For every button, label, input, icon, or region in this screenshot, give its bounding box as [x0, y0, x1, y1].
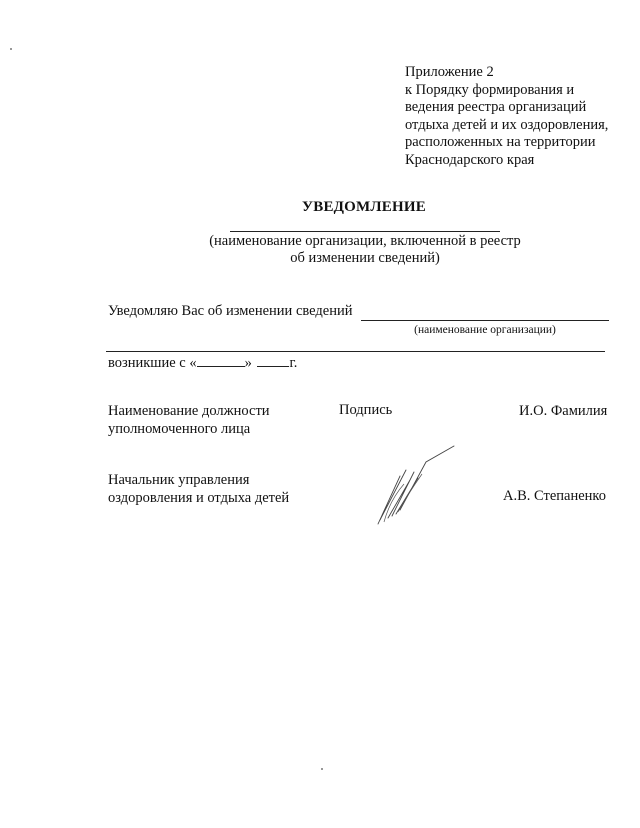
position-label [108, 402, 270, 438]
signer-title [108, 471, 289, 507]
signature-label: Подпись [339, 402, 393, 418]
title-underline [230, 231, 500, 232]
scan-speck [321, 768, 323, 770]
title-caption-line2: об изменении сведений) [290, 250, 440, 266]
appendix-line: отдыха детей и их оздоровления, [405, 116, 609, 133]
position-label-line1: Наименование должности [108, 403, 270, 419]
document-title: УВЕДОМЛЕНИЕ [302, 199, 426, 215]
appendix-line: к Порядку формирования и [405, 81, 575, 98]
position-label-line2: уполномоченного лица [108, 421, 251, 437]
signer-title-line1: Начальник управления [108, 472, 250, 488]
year-suffix: г. [289, 355, 298, 371]
notice-text: Уведомляю Вас об изменении сведений [108, 303, 353, 319]
appendix-header [405, 64, 608, 170]
full-name-label: И.О. Фамилия [519, 403, 608, 419]
day-month-blank [197, 354, 245, 367]
since-date-row [108, 354, 297, 372]
signer-title-line2: оздоровления и отдыха детей [108, 490, 290, 506]
signer-name: А.В. Степаненко [503, 488, 606, 504]
blank-line [106, 351, 605, 352]
title-caption [200, 233, 530, 267]
appendix-line: Приложение 2 [405, 64, 494, 80]
since-prefix: возникшие с « [108, 355, 197, 371]
title-caption-line1: (наименование организации, включенной в реестр [209, 233, 521, 249]
appendix-line: расположенных на территории [405, 134, 596, 151]
handwritten-signature [370, 440, 470, 530]
scan-speck [10, 48, 12, 50]
appendix-line: Краснодарского края [405, 151, 535, 168]
org-name-line [361, 320, 609, 321]
appendix-line: ведения реестра организаций [405, 99, 587, 116]
year-blank [257, 354, 289, 367]
org-name-caption: (наименование организации) [414, 324, 556, 336]
since-quote: » [244, 355, 252, 371]
